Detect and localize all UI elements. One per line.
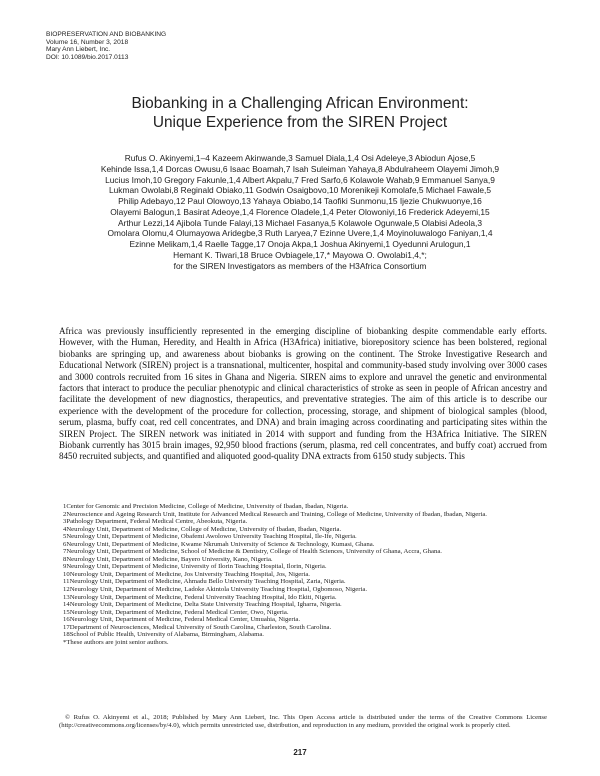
- journal-volume: Volume 16, Number 3, 2018: [46, 38, 129, 46]
- journal-name: BIOPRESERVATION AND BIOBANKING: [46, 31, 167, 38]
- affiliation: 12Neurology Unit, Department of Medicine, Ladoke Akintola University Teaching Hospital, Ogbomoso, Nigeria.: [63, 586, 367, 594]
- title-line-2: Unique Experience from the SIREN Project: [152, 114, 448, 131]
- affiliation: 1Center for Genomic and Precision Medicine, College of Medicine, University of Ibadan, Ibadan, Nigeria.: [63, 503, 349, 510]
- title-line-1: Biobanking in a Challenging African Environment:: [131, 95, 469, 112]
- affiliation: 18School of Public Health, University of Alabama, Birmingham, Alabama.: [63, 631, 264, 639]
- author-line: Arthur Lezzi,14 Ajibola Tunde Falayi,13 Michael Fasanya,5 Kolawole Ogunwale,5 Olabisi Adeola,3: [117, 217, 483, 228]
- affiliations: [59, 503, 547, 646]
- author-line: Rufus O. Akinyemi,1–4 Kazeem Akinwande,3 Samuel Diala,1,4 Osi Adeleye,3 Abiodun Ajose,5: [124, 153, 476, 163]
- journal-publisher: Mary Ann Liebert, Inc.: [46, 46, 111, 54]
- author-line: Philip Adebayo,12 Paul Olowoyo,13 Yahaya Obiabo,14 Taofiki Sunmonu,15 Ijezie Chukwuonye,16: [118, 196, 482, 206]
- author-line: Olayemi Balogun,1 Basirat Adeoye,1,4 Florence Oladele,1,4 Peter Olowoniyi,16 Frederick Adeyemi,15: [110, 206, 490, 217]
- affiliation: 15Neurology Unit, Department of Medicine, Federal Medical Center, Owo, Nigeria.: [63, 608, 289, 616]
- affiliation: 13Neurology Unit, Department of Medicine, Federal University Teaching Hospital, Ido Ekiti, Nigeria.: [63, 593, 337, 601]
- affiliation: 17Department of Neurosciences, Medical University of South Carolina, Charleston, South Carolina.: [63, 623, 332, 631]
- consortium-line: for the SIREN Investigators as members of the H3Africa Consortium: [173, 260, 427, 271]
- affiliation: 14Neurology Unit, Department of Medicine, Delta State University Teaching Hospital, Igharra, Nigeria.: [63, 601, 342, 609]
- affiliation: 16Neurology Unit, Department of Medicine, Federal Medical Center, Umuahia, Nigeria.: [63, 616, 301, 624]
- affiliation: 10Neurology Unit, Department of Medicine, Jos University Teaching Hospital, Jos, Nigeria.: [63, 570, 310, 578]
- author-line: Ezinne Melikam,1,4 Raelle Tagge,17 Onoja Akpa,1 Joshua Akinyemi,1 Oyedunni Arulogun,1: [129, 239, 471, 249]
- license-text: © Rufus O. Akinyemi et al., 2018; Published by Mary Ann Liebert, Inc. This Open Access article is distributed under the terms of the Creative Commons License (http://creativecommons.org/licenses/by/4.0), which permits unrestricted use, distribution, and reproduction in any medium, provided the original work is properly cited.: [59, 714, 547, 730]
- author-line: Hemant K. Tiwari,18 Bruce Ovbiagele,17,* Mayowa O. Owolabi1,4,*;: [173, 249, 427, 260]
- affiliation: 4Neurology Unit, Department of Medicine, College of Medicine, University of Ibadan, Ibadan, Nigeria.: [63, 525, 342, 533]
- author-line: Kehinde Issa,1,4 Dorcas Owusu,6 Isaac Boamah,7 Isah Suleiman Yahaya,8 Abdulraheem Olayemi Jimoh,9: [100, 163, 500, 174]
- journal-header: [46, 31, 166, 62]
- journal-doi: DOI: 10.1089/bio.2017.0113: [46, 54, 129, 62]
- author-line: Lucius Imoh,10 Gregory Fakunle,1,4 Albert Akpalu,7 Fred Sarfo,6 Kolawole Wahab,9 Emmanuel Sanya,9: [105, 174, 495, 185]
- author-line: Lukman Owolabi,8 Reginald Obiako,11 Godwin Osaigbovo,10 Morenikeji Komolafe,5 Michael Fawale,5: [108, 185, 492, 196]
- affiliation: 2Neuroscience and Ageing Research Unit, Institute for Advanced Medical Research and Training, College of Medicine, University of Ibadan, Ibadan, Nigeria.: [63, 510, 487, 518]
- author-line: Omolara Olomu,4 Olumayowa Aridegbe,3 Ruth Laryea,7 Ezinne Uvere,1,4 Moyinoluwalogo Faniyan,1,4: [107, 228, 493, 239]
- license-notice: [59, 714, 547, 730]
- affiliation: 5Neurology Unit, Department of Medicine, Obafemi Awolowo University Teaching Hospital, Ile-Ife, Nigeria.: [63, 533, 357, 541]
- article-title: [40, 94, 560, 132]
- author-list: [60, 153, 540, 271]
- affiliation: 7Neurology Unit, Department of Medicine, School of Medicine & Dentistry, College of Health Sciences, University of Ghana, Accra, Ghana.: [63, 548, 442, 556]
- page-number: 217: [293, 748, 307, 757]
- abstract: [59, 326, 547, 463]
- affiliation: 8Neurology Unit, Department of Medicine, Bayero University, Kano, Nigeria.: [63, 555, 273, 563]
- affiliation: 6Neurology Unit, Department of Medicine, Kwame Nkrumah University of Science & Technology, Kumasi, Ghana.: [63, 540, 375, 548]
- joint-senior-note: *These authors are joint senior authors.: [63, 638, 169, 646]
- affiliation: 9Neurology Unit, Department of Medicine, University of Ilorin Teaching Hospital, Ilorin, Nigeria.: [63, 563, 327, 571]
- abstract-text: Africa was previously insufficiently represented in the emerging discipline of biobanking despite commendable early efforts. However, with the Human, Heredity, and Health in Africa (H3Africa) initiative, biorepository science has been bolstered, regional biobanks are springing up, and awareness about biobanks is growing on the continent. The Stroke Investigative Research and Educational Network (SIREN) project is a transnational, multicenter, hospital and community-based study involving over 3000 cases and 3000 controls recruited from 16 sites in Ghana and Nigeria. SIREN aims to explore and unravel the genetic and environmental factors that interact to produce the peculiar phenotypic and clinical characteristics of stroke as seen in people of African ancestry and facilitate the development of new diagnostics, therapeutics, and preventative strategies. The aim of this article is to describe our experience with the development of the procedure for collection, processing, storage, and shipment of biological samples (blood, serum, plasma, buffy coat, red cell concentrates, and DNA) and brain imaging across coordinating and participating sites within the SIREN Project. The SIREN network was initiated in 2014 with support and funding from the H3Africa Initiative. The SIREN Biobank currently has 3015 brain images, 92,950 blood fractions (serum, plasma, red cell concentrates, and buffy coat) accrued from 8450 recruited subjects, and quantified and aliquoted good-quality DNA extracts from 6150 study subjects. This: [59, 326, 547, 462]
- affiliation: 3Pathology Department, Federal Medical Centre, Abeokuta, Nigeria.: [63, 518, 248, 526]
- affiliation: 11Neurology Unit, Department of Medicine, Ahmadu Bello University Teaching Hospital, Zaria, Nigeria.: [63, 578, 346, 586]
